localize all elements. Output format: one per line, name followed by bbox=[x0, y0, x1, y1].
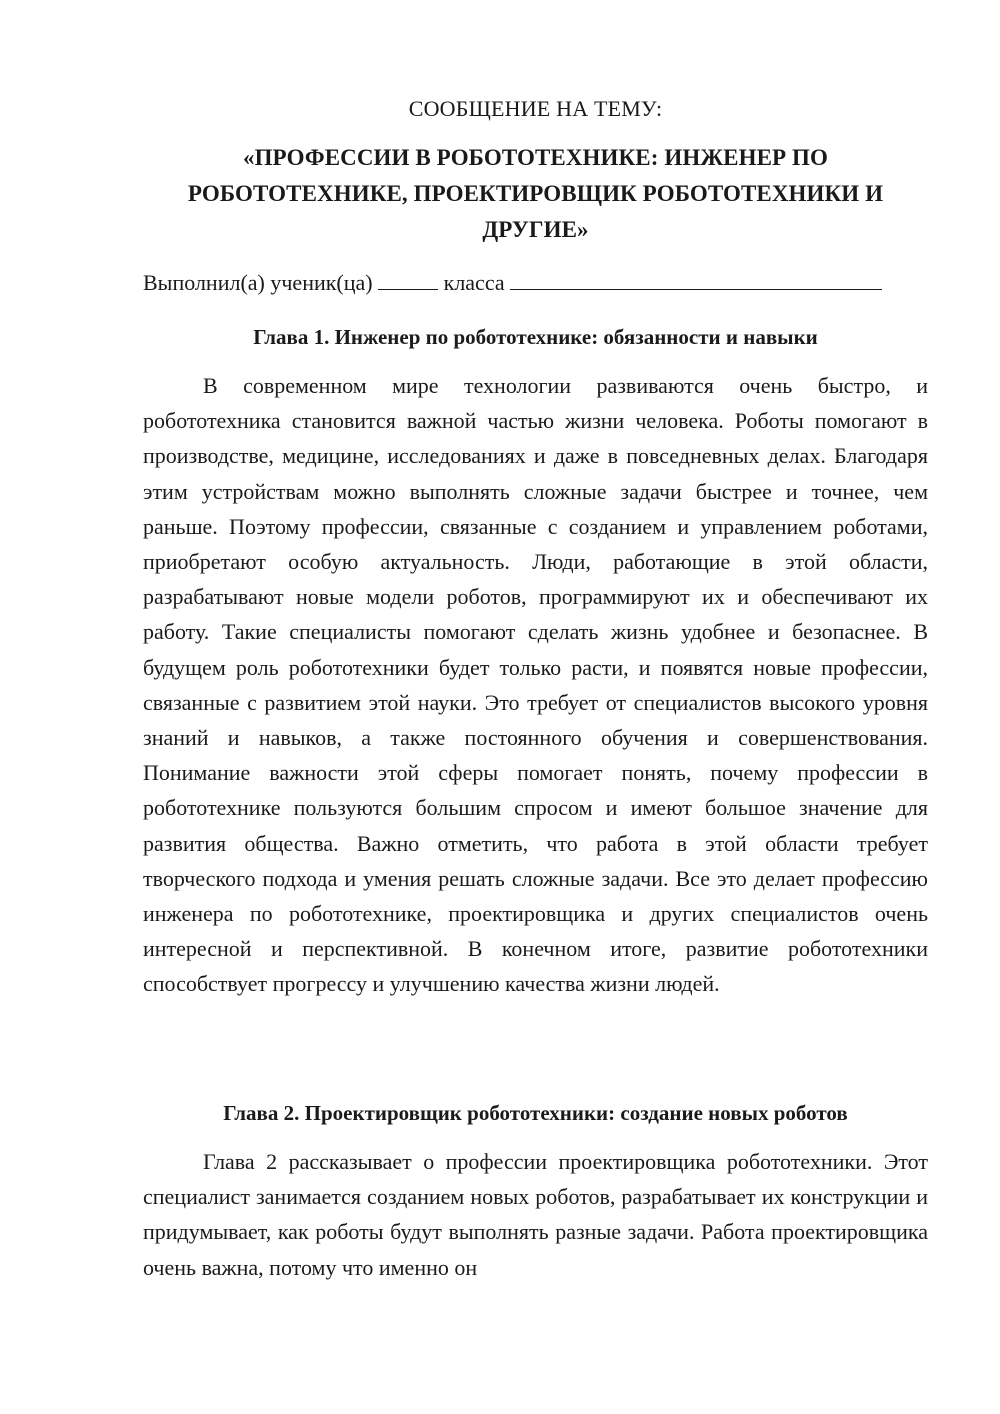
author-byline bbox=[143, 268, 928, 298]
document-title bbox=[143, 140, 928, 248]
title-line: ДРУГИЕ» bbox=[482, 217, 589, 242]
document-header: СООБЩЕНИЕ НА ТЕМУ: bbox=[408, 96, 663, 121]
chapter-2-heading: Глава 2. Проектировщик робототехники: создание новых роботов bbox=[223, 1101, 848, 1125]
student-name-blank bbox=[510, 269, 882, 290]
class-number-blank bbox=[378, 269, 438, 290]
chapter-1-heading: Глава 1. Инженер по робототехнике: обязанности и навыки bbox=[253, 325, 818, 349]
byline-class-label: класса bbox=[443, 270, 505, 295]
chapter-2-paragraph: Глава 2 рассказывает о профессии проектировщика робототехники. Этот специалист занимается созданием новых роботов, разрабатывает их конструкции и придумывает, как роботы будут выполнять разные задачи. Работа проектировщика очень важна, потому что именно он bbox=[143, 1149, 928, 1280]
chapter-1-paragraph: В современном мире технологии развиваются очень быстро, и робототехника становится важной частью жизни человека. Роботы помогают в производстве, медицине, исследованиях и даже в повседневных делах. Благодаря этим устройствам можно выполнять сложные задачи быстрее и точнее, чем раньше. Поэтому профессии, связанные с созданием и управлением роботами, приобретают особую актуальность. Люди, работающие в этой области, разрабатывают новые модели роботов, программируют их и обеспечивают их работу. Такие специалисты помогают сделать жизнь удобнее и безопаснее. В будущем роль робототехники будет только расти, и появятся новые профессии, связанные с развитием этой науки. Это требует от специалистов высокого уровня знаний и навыков, а также постоянного обучения и совершенствования. Понимание важности этой сферы помогает понять, почему профессии в робототехнике пользуются большим спросом и имеют большое значение для развития общества. Важно отметить, что работа в этой области требует творческого подхода и умения решать сложные задачи. Все это делает профессию инженера по робототехнике, проектировщика и других специалистов очень интересной и перспективной. В конечном итоге, развитие робототехники способствует прогрессу и улучшению качества жизни людей. bbox=[143, 373, 928, 997]
title-line: «ПРОФЕССИИ В РОБОТОТЕХНИКЕ: ИНЖЕНЕР ПО bbox=[242, 145, 829, 170]
byline-prefix: Выполнил(а) ученик(ца) bbox=[143, 270, 373, 295]
title-line: РОБОТОТЕХНИКЕ, ПРОЕКТИРОВЩИК РОБОТОТЕХНИКИ И bbox=[187, 181, 884, 206]
